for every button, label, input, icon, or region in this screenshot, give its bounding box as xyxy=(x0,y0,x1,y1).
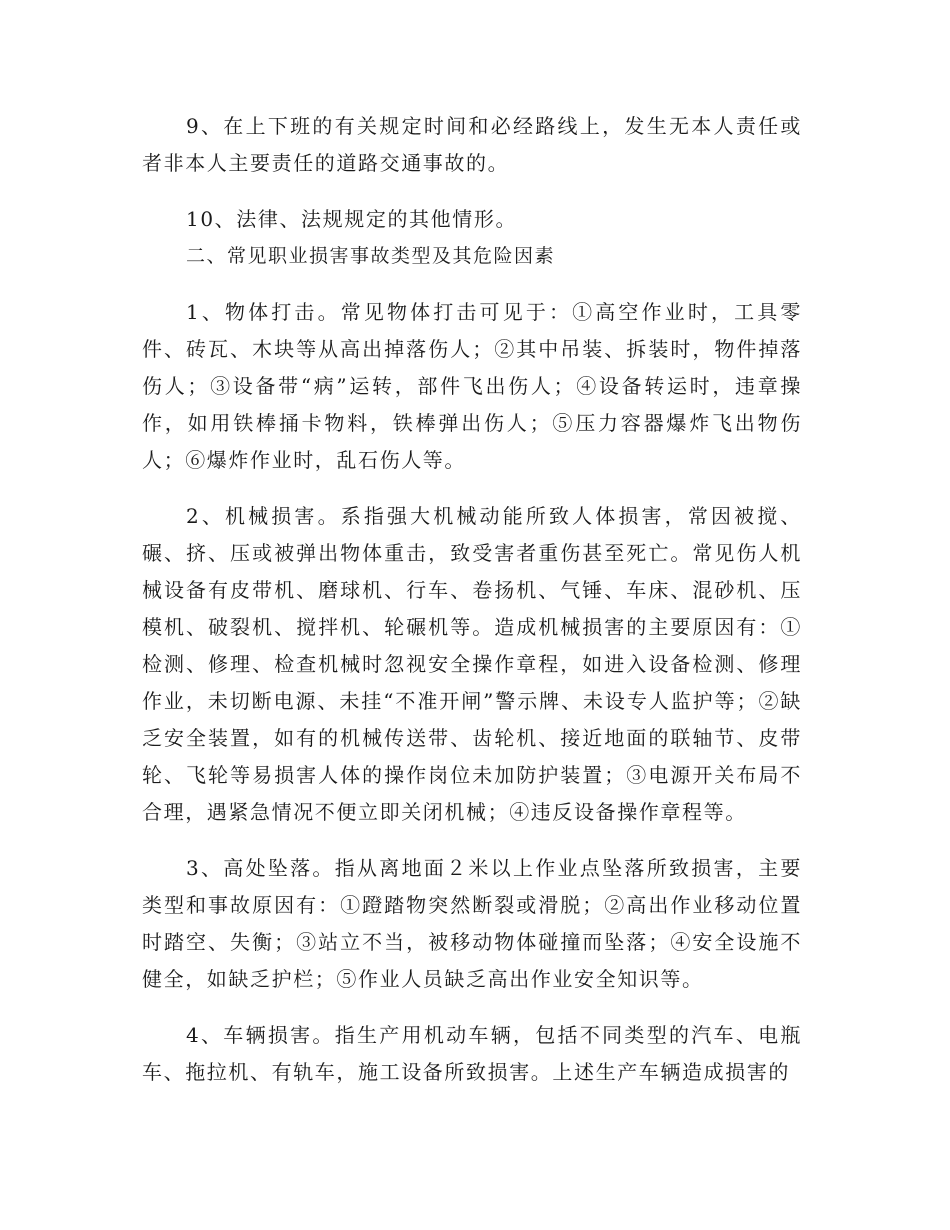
paragraph-object-strike: 1、物体打击。常见物体打击可见于：①高空作业时，工具零件、砖瓦、木块等从高出掉落伤人；②其中吊装、拆装时，物件掉落伤人；③设备带“病”运转，部件飞出伤人；④设备转运时，违章操作，如用铁棒捅卡物料，铁棒弹出伤人；⑤压力容器爆炸飞出物伤人；⑥爆炸作业时，乱石伤人等。 xyxy=(142,300,802,472)
paragraph-mechanical-injury: 2、机械损害。系指强大机械动能所致人体损害，常因被搅、碾、挤、压或被弹出物体重击，致受害者重伤甚至死亡。常见伤人机械设备有皮带机、磨球机、行车、卷扬机、气锤、车床、混砂机、压模机、破裂机、搅拌机、轮碾机等。造成机械损害的主要原因有：①检测、修理、检查机械时忽视安全操作章程，如进入设备检测、修理作业，未切断电源、未挂“不准开闸”警示牌、未设专人监护等；②缺乏安全装置，如有的机械传送带、齿轮机、接近地面的联轴节、皮带轮、飞轮等易损害人体的操作岗位未加防护装置；③电源开关布局不合理，遇紧急情况不便立即关闭机械；④违反设备操作章程等。 xyxy=(142,504,802,824)
paragraph-fall-from-height: 3、高处坠落。指从离地面２米以上作业点坠落所致损害，主要类型和事故原因有：①蹬踏物突然断裂或滑脱；②高出作业移动位置时踏空、失衡；③站立不当，被移动物体碰撞而坠落；④安全设施不健全，如缺乏护栏；⑤作业人员缺乏高出作业安全知识等。 xyxy=(142,856,802,991)
document-page xyxy=(142,108,802,1091)
paragraph-vehicle-injury: 4、车辆损害。指生产用机动车辆，包括不同类型的汽车、电瓶车、拖拉机、有轨车，施工设备所致损害。上述生产车辆造成损害的 xyxy=(142,1023,802,1084)
paragraph-item-9: 9、在上下班的有关规定时间和必经路线上，发生无本人责任或者非本人主要责任的道路交通事故的。 xyxy=(142,114,802,175)
section-heading: 二、常见职业损害事故类型及其危险因素 xyxy=(186,245,556,267)
paragraph-item-10: 10、法律、法规规定的其他情形。 xyxy=(186,207,518,231)
